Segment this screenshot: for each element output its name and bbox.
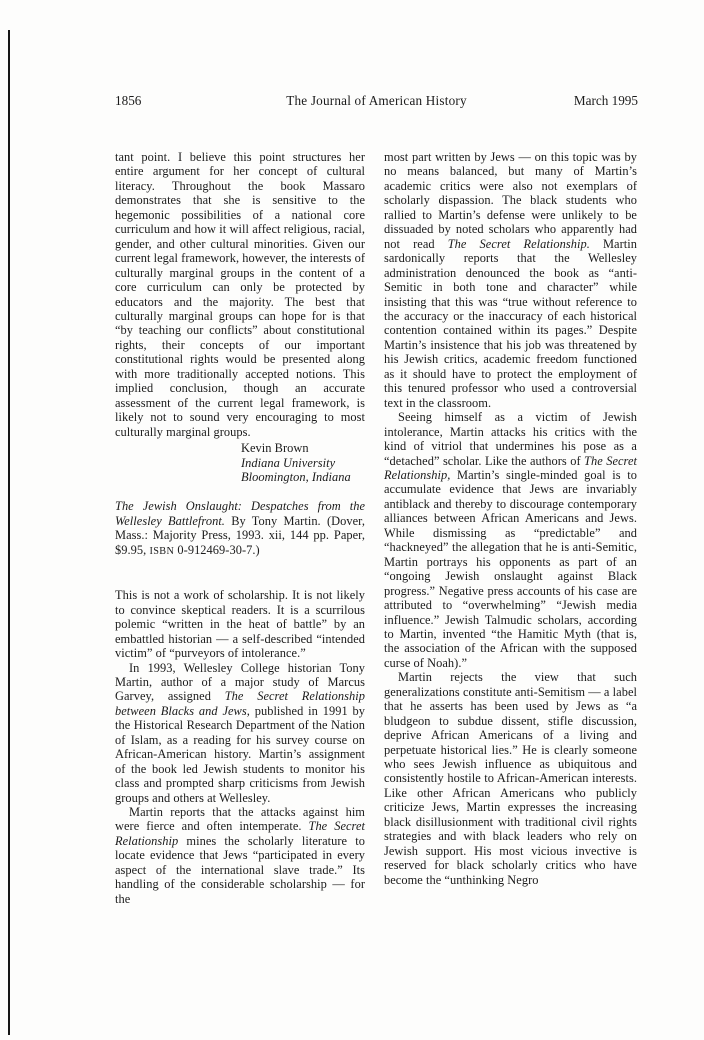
text-run: By Tony Martin. (Dover, Mass.: Majority Press, 1993. xii, 144 pp. Paper, $9.95, — [115, 513, 365, 557]
body-paragraph — [115, 805, 365, 906]
signature-line: Bloomington, Indiana — [241, 469, 351, 484]
text-run: Martin rejects the view that such generalizations constitute anti-Semitism — a label that he asserts has been used by Jews as “a bludgeon to subdue dissent, stifle discussion, deprive African Americans of a living and perpetuate historical lies.” He is clearly someone who sees Jewish influence as ubiquitous and consistently hostile to African-American interests. Like other African Americans who publicly criticize Jews, Martin expresses the increasing black disillusionment with traditional civil rights strategies and with black leaders who rely on Jewish support. His most vicious invective is reserved for black scholarly critics who have become the “unthinking Negro — [384, 670, 637, 887]
italic-title-run: The Secret Relationship — [115, 819, 365, 848]
body-paragraph — [384, 150, 637, 410]
body-paragraph — [115, 661, 365, 806]
italic-title-run: The Jewish Onslaught: Despatches from the Wellesley Battlefront. — [115, 499, 365, 528]
left-column — [115, 150, 365, 906]
signature-line: Indiana University — [241, 455, 336, 470]
text-run: In 1993, Wellesley College historian Tony Martin, author of a major study of Marcus Garvey, assigned — [115, 660, 365, 704]
text-run: Martin sardonically reports that the Wellesley administration denounced the book as “anti-Semitic in both tone and character” while insisting that this was “true without reference to the accuracy or the inaccuracy of each historical contention contained within its pages.” Despite Martin’s insistence that his job was threatened by his Jewish critics, academic freedom functioned as it should have to protect the employment of this tenured professor who used a controversial text in the classroom. — [384, 236, 637, 410]
italic-title-run: The Secret Relationship. — [447, 236, 590, 251]
journal-title: The Journal of American History — [286, 93, 467, 108]
text-run: Seeing himself as a victim of Jewish intolerance, Martin attacks his critics with the kind of vitriol that undermines his pose as a “detached” scholar. Like the authors of — [384, 410, 637, 468]
signature-line: Kevin Brown — [241, 441, 309, 456]
italic-title-run: The Secret Relationship, — [384, 453, 637, 482]
body-paragraph — [384, 670, 637, 887]
text-run: Martin’s single-minded goal is to accumulate evidence that Jews are invariably antiblack and thereby to discourage contemporary alliances between African Americans and Jews. While dismissing as “predictable” and “hackneyed” the allegation that he is anti-Semitic, Martin portrays his opponents as part of an “ongoing Jewish onslaught against Black progress.” Negative press accounts of his case are attributed to “overwhelming” “Jewish media influence.” Jewish Talmudic scholars, according to Martin, invented “the Hamitic Myth (that is, the association of the African with the supposed curse of Noah).” — [384, 467, 637, 670]
body-paragraph — [115, 588, 365, 660]
text-run: Martin reports that the attacks against him were fierce and often intemperate. — [115, 805, 365, 834]
text-run: 0-912469-30-7.) — [174, 542, 260, 557]
reviewer-signature — [241, 441, 365, 484]
running-head — [115, 93, 638, 109]
text-run: This is not a work of scholarship. It is not likely to convince skeptical readers. It is a scurrilous polemic “written in the heat of battle” by an embattled historian — a self-described “intended victim” of “purveyors of intolerance.” — [115, 588, 365, 661]
italic-title-run: The Secret Relationship between Blacks and Jews, — [115, 689, 365, 718]
body-paragraph — [384, 410, 637, 670]
issue-date: March 1995 — [573, 93, 638, 108]
book-citation — [115, 499, 365, 559]
page-number: 1856 — [115, 93, 142, 108]
text-run: tant point. I believe this point structures her entire argument for her concept of cultural literacy. Throughout the book Massaro demonstrates that she is sensitive to the hegemonic possibilities of a national core curriculum and how it will affect religious, racial, gender, and other cultural minorities. Given our current legal framework, however, the interests of culturally marginal groups in the content of a core curriculum can only be protected by educators and the majority. The best that culturally marginal groups can hope for is that “by teaching our conflicts” about constitutional rights, their concepts of our important constitutional rights would be presented along with more traditionally accepted notions. This implied conclusion, though an accurate assessment of the current legal framework, is likely not to sound very encouraging to most culturally marginal groups. — [115, 150, 365, 439]
scan-edge-line — [8, 30, 10, 1035]
right-column — [384, 150, 637, 887]
small-caps-run: ISBN — [149, 545, 175, 557]
body-paragraph — [115, 150, 365, 439]
text-run: most part written by Jews — on this topic was by no means balanced, but many of Martin’s academic critics were also not exemplars of scholarly dispassion. The black students who rallied to Martin’s defense were unlikely to be dissuaded by noted scholars who apparently had not read — [384, 150, 637, 251]
text-run: mines the scholarly literature to locate evidence that Jews “participated in every aspect of the international slave trade.” Its handling of the considerable scholarship — for the — [115, 833, 365, 906]
text-run: published in 1991 by the Historical Research Department of the Nation of Islam, as a reading for his survey course on African-American history. Martin’s assignment of the book led Jewish students to monitor his class and prompted sharp criticisms from Jewish groups and others at Wellesley. — [115, 703, 365, 805]
